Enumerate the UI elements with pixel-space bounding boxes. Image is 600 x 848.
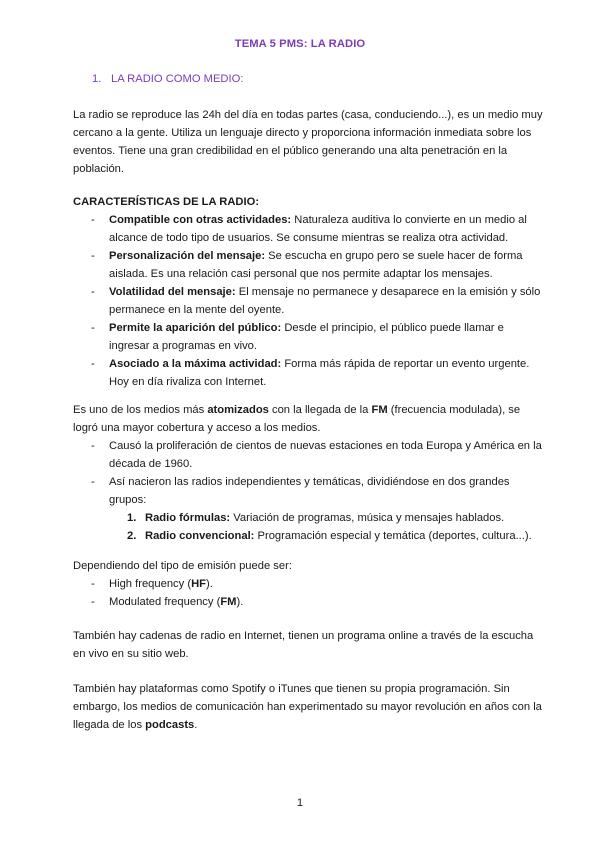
item-description: Se escucha en grupo pero se suele hacer de forma aislada. Es una relación casi personal que nos permite adaptar los mensajes. xyxy=(109,250,523,280)
emission-intro: Dependiendo del tipo de emisión puede ser: xyxy=(73,560,292,572)
item-term: Personalización del mensaje: xyxy=(109,250,266,262)
fm-paragraph: Es uno de los medios más atomizados con la llegada de la FM (frecuencia modulada), se logró una mayor cobertura y acceso a los medios. xyxy=(73,404,521,434)
list-item: - Permite la aparición del público: Desde el principio, el público puede llamar e ingresar a programas en vivo. xyxy=(91,322,504,352)
page-title: TEMA 5 PMS: LA RADIO xyxy=(234,38,366,50)
numbered-item: 2. Radio convencional: Programación especial y temática (deportes, cultura...). xyxy=(127,530,532,542)
list-item: - Asociado a la máxima actividad: Forma más rápida de reportar un evento urgente. Hoy en día rivaliza con Internet. xyxy=(91,358,530,388)
emission-section xyxy=(73,557,543,611)
list-item: - High frequency (HF). xyxy=(91,578,213,590)
list-item: - Personalización del mensaje: Se escucha en grupo pero se suele hacer de forma aislada. Es una relación casi personal que nos permite adaptar los mensajes. xyxy=(91,250,523,280)
list-item: - Así nacieron las radios independientes y temáticas, dividiéndose en dos grandes grupos: xyxy=(91,476,510,506)
item-term: Asociado a la máxima actividad: xyxy=(109,358,282,370)
characteristics-heading: CARACTERÍSTICAS DE LA RADIO: xyxy=(73,196,260,208)
item-term: Compatible con otras actividades: xyxy=(109,214,292,226)
item-description: El mensaje no permanece y desaparece en la emisión y sólo permanece en la mente del oyente. xyxy=(109,286,541,316)
fm-section xyxy=(73,401,543,545)
section-heading-text: LA RADIO COMO MEDIO: xyxy=(111,73,244,85)
item-description: Naturaleza auditiva lo convierte en un medio al alcance de todo tipo de usuarios. Se consume mientras se realiza otra actividad. xyxy=(109,214,527,244)
page-number: 1 xyxy=(296,797,304,809)
item-term: Volatilidad del mensaje: xyxy=(109,286,236,298)
section-number: 1. xyxy=(92,73,102,85)
numbered-item: 1. Radio fórmulas: Variación de programas, música y mensajes hablados. xyxy=(127,512,505,524)
list-item: - Volatilidad del mensaje: El mensaje no permanece y desaparece en la emisión y sólo permanece en la mente del oyente. xyxy=(91,286,541,316)
platforms-paragraph: También hay plataformas como Spotify o iTunes que tienen su propia programación. Sin embargo, los medios de comunicación han experimentado su mayor revolución en años con la llegada de los podcasts. xyxy=(73,683,542,731)
list-item: - Compatible con otras actividades: Naturaleza auditiva lo convierte en un medio al alcance de todo tipo de usuarios. Se consume mientras se realiza otra actividad. xyxy=(91,214,527,244)
internet-paragraph: También hay cadenas de radio en Internet, tienen un programa online a través de la escucha en vivo en su sitio web. xyxy=(73,630,534,660)
item-description: Forma más rápida de reportar un evento urgente. Hoy en día rivaliza con Internet. xyxy=(109,358,530,388)
intro-paragraph: La radio se reproduce las 24h del día en todas partes (casa, conduciendo...), es un medio muy cercano a la gente. Utiliza un lenguaje directo y proporciona información inmediata sobre los eventos. Tiene una gran credibilidad en el público generando una alta penetración en la población. xyxy=(73,109,543,175)
item-term: Permite la aparición del público: xyxy=(109,322,282,334)
list-item: - Causó la proliferación de cientos de nuevas estaciones en toda Europa y América en la década de 1960. xyxy=(91,440,542,470)
item-description: Desde el principio, el público puede llamar e ingresar a programas en vivo. xyxy=(109,322,504,352)
list-item: - Modulated frequency (FM). xyxy=(91,596,244,608)
characteristics-section xyxy=(73,193,543,391)
section-heading xyxy=(92,73,243,85)
